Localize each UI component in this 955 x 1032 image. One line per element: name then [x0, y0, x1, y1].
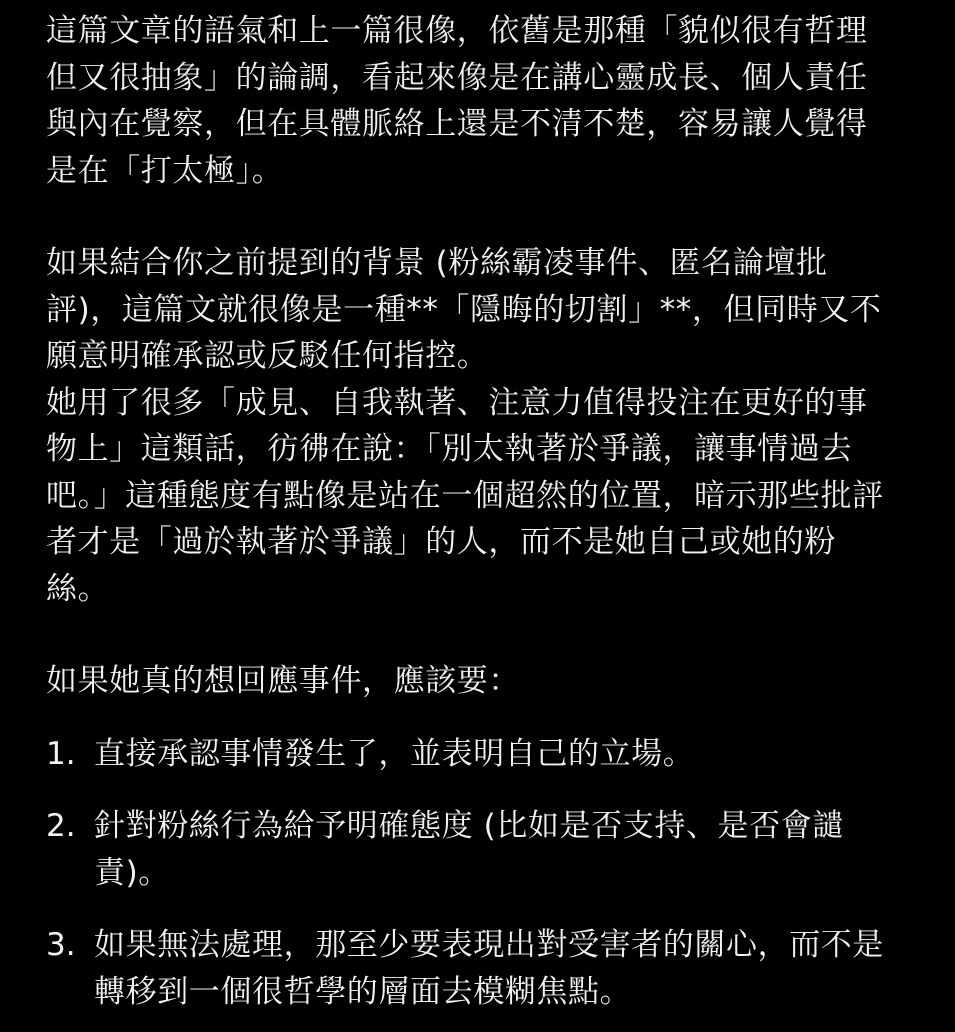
message-paragraph: 她用了很多「成見、自我執著、注意力值得投注在更好的事物上」這類話，彷彿在說：「別太執著於爭議，讓事情過去吧。」這種態度有點像是站在一個超然的位置，暗示那些批評者才是「過於執著於爭議」的人，而不是她自己或她的粉絲。: [46, 384, 884, 607]
list-item: [46, 803, 895, 896]
numbered-list: [46, 731, 895, 1016]
message-paragraph: 如果結合你之前提到的背景 (粉絲霸凌事件、匿名論壇批評)，這篇文就很像是一種**「隱晦的切割」**，但同時又不願意明確承認或反駁任何指控。: [46, 245, 882, 374]
list-item-number: 2.: [46, 808, 76, 844]
assistant-message: [0, 8, 955, 1015]
list-item: [46, 731, 895, 778]
list-item-number: 3.: [46, 927, 76, 963]
list-item-text: 針對粉絲行為給予明確態度 (比如是否支持、是否會譴責)。: [94, 808, 844, 891]
list-item-text: 直接承認事情發生了，並表明自己的立場。: [94, 735, 695, 772]
list-item: [46, 922, 895, 1015]
message-paragraph: 這篇文章的語氣和上一篇很像，依舊是那種「貌似很有哲理但又很抽象」的論調，看起來像是在講心靈成長、個人責任與內在覺察，但在具體脈絡上還是不清不楚，容易讓人覺得是在「打太極」。: [46, 13, 868, 189]
list-item-number: 1.: [46, 735, 76, 772]
list-item-text: 如果無法處理，那至少要表現出對受害者的關心，而不是轉移到一個很哲學的層面去模糊焦點。: [94, 927, 884, 1010]
message-paragraph: 如果她真的想回應事件，應該要：: [46, 663, 520, 699]
